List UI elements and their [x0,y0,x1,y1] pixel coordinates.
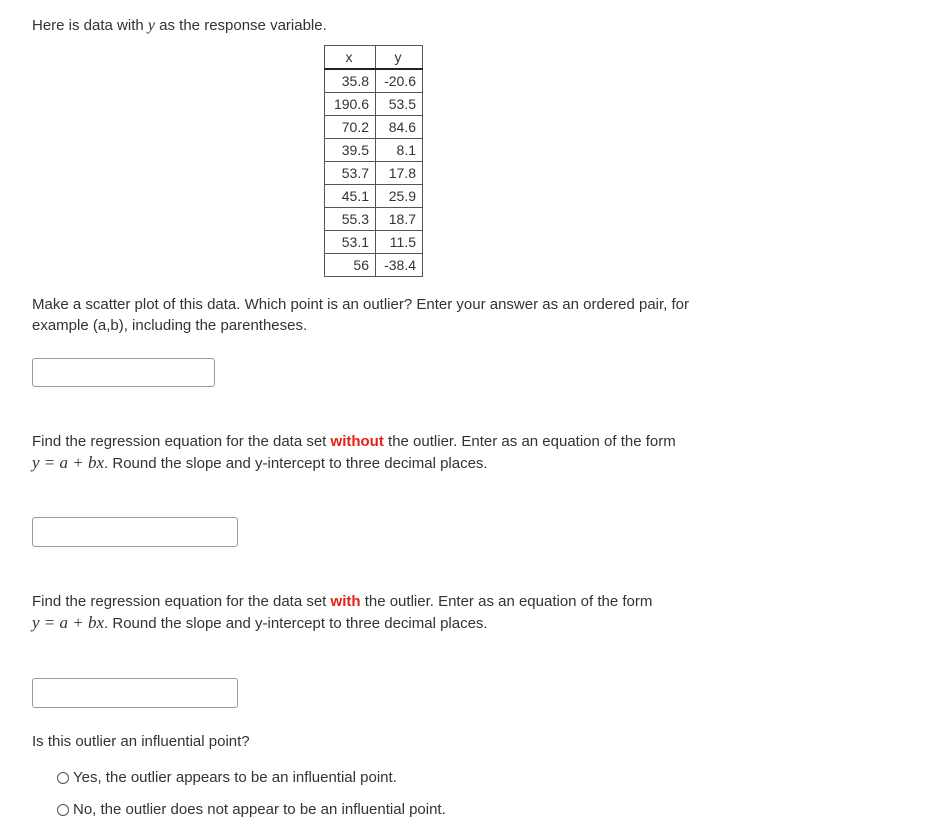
regression-with-outlier-input[interactable] [32,678,238,708]
cell-x: 53.7 [325,162,376,185]
q3-text-line2: y = a + bx. Round the slope and y-intercept to three decimal places. [32,613,488,632]
header-y: y [376,46,423,70]
table-row [325,93,423,116]
table-row [325,116,423,139]
q1-text-line1: Make a scatter plot of this data. Which point is an outlier? Enter your answer as an ordered pair, for [32,296,690,313]
cell-x: 45.1 [325,185,376,208]
table-row [325,185,423,208]
table-row [325,208,423,231]
q2-equation: y = a + bx [32,453,105,472]
option-no[interactable] [57,801,446,818]
table-row [325,162,423,185]
radio-no[interactable] [57,804,69,816]
cell-y: 25.9 [376,185,423,208]
cell-y: 11.5 [376,231,423,254]
option-yes[interactable] [57,769,397,786]
q2-text-line1: Find the regression equation for the data set without the outlier. Enter as an equation of the form [32,433,676,450]
cell-x: 190.6 [325,93,376,116]
radio-yes[interactable] [57,772,69,784]
q3-equation: y = a + bx [32,613,105,632]
table-row [325,139,423,162]
cell-y: -20.6 [376,69,423,93]
regression-without-outlier-input[interactable] [32,517,238,547]
data-table [324,45,423,277]
var-y: y [147,17,155,34]
option-yes-label: Yes, the outlier appears to be an influential point. [73,769,397,786]
q1-text-line2: example (a,b), including the parentheses. [32,317,308,334]
header-x: x [325,46,376,70]
cell-y: 18.7 [376,208,423,231]
cell-y: 8.1 [376,139,423,162]
cell-x: 39.5 [325,139,376,162]
cell-y: -38.4 [376,254,423,277]
q2-emphasis: without [330,433,384,450]
cell-y: 53.5 [376,93,423,116]
table-row [325,231,423,254]
q2-text-line2: y = a + bx. Round the slope and y-intercept to three decimal places. [32,453,488,472]
intro-text: Here is data with y as the response variable. [32,17,327,34]
cell-y: 84.6 [376,116,423,139]
cell-x: 53.1 [325,231,376,254]
cell-x: 70.2 [325,116,376,139]
cell-y: 17.8 [376,162,423,185]
table-row [325,254,423,277]
table-row [325,69,423,93]
q4-question: Is this outlier an influential point? [32,733,250,750]
cell-x: 35.8 [325,69,376,93]
q3-emphasis: with [330,593,361,610]
option-no-label: No, the outlier does not appear to be an influential point. [73,801,446,818]
cell-x: 56 [325,254,376,277]
table-header-row [325,46,423,70]
q3-text-line1: Find the regression equation for the data set with the outlier. Enter as an equation of the form [32,593,653,610]
outlier-answer-input[interactable] [32,358,215,387]
cell-x: 55.3 [325,208,376,231]
